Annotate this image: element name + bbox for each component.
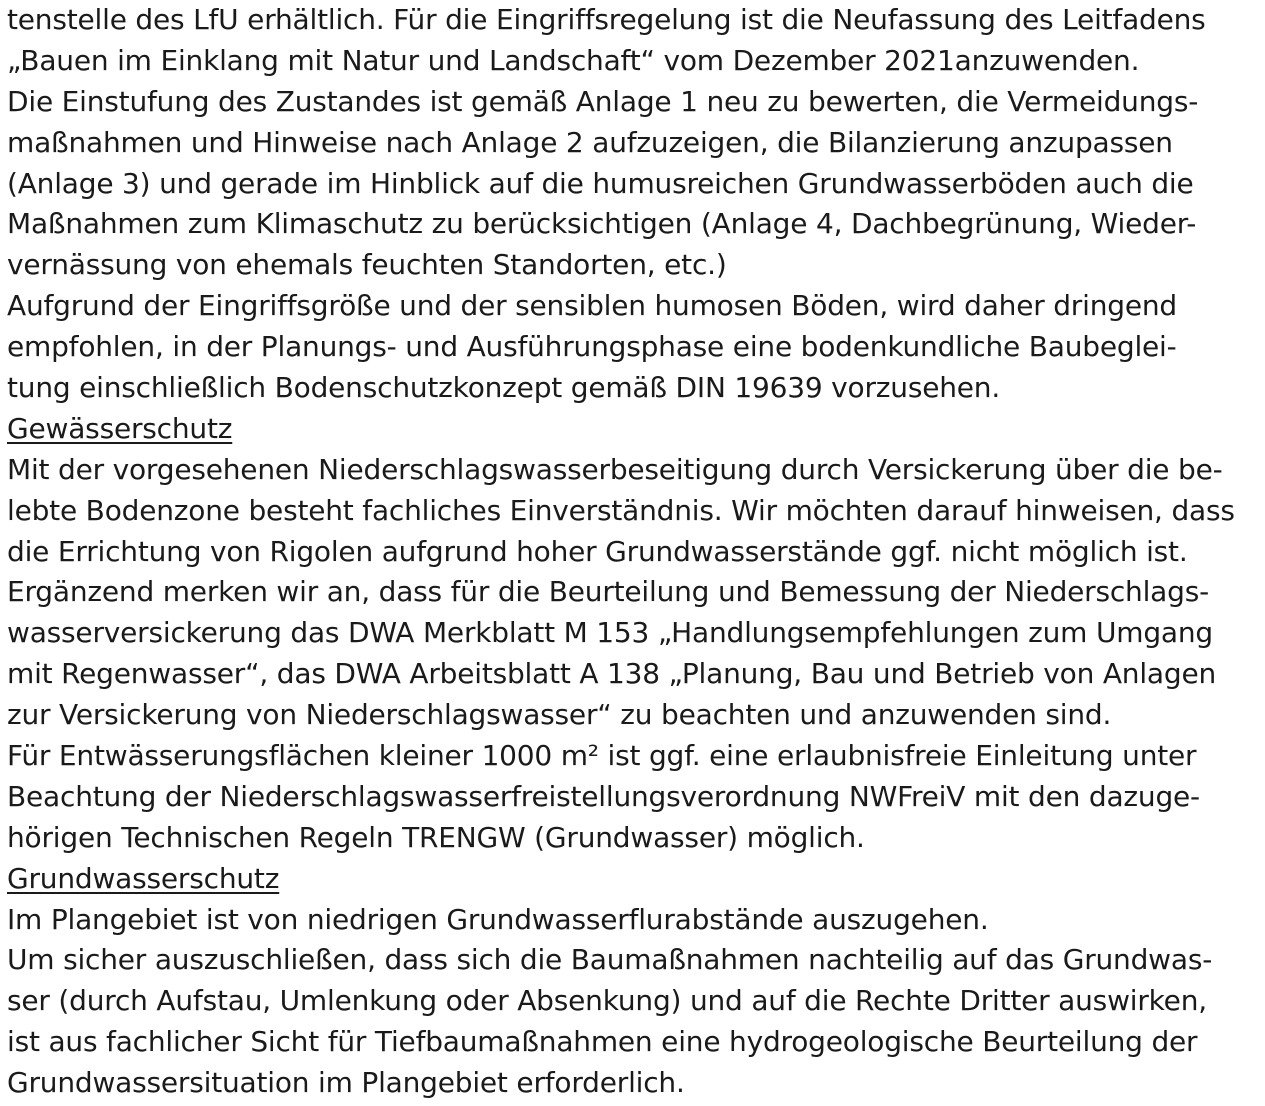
text-line: Im Plangebiet ist von niedrigen Grundwasserflurabstände auszugehen.: [7, 902, 989, 936]
text-line: Maßnahmen zum Klimaschutz zu berücksichtigen (Anlage 4, Dachbegrünung, Wieder-: [7, 207, 1197, 241]
text-line: Ergänzend merken wir an, dass für die Beurteilung und Bemessung der Niederschlags-: [7, 575, 1210, 609]
text-line: „Bauen im Einklang mit Natur und Landschaft“ vom Dezember 2021anzuwenden.: [7, 43, 1140, 77]
text-line: zur Versickerung von Niederschlagswasser“ zu beachten und anzuwenden sind.: [7, 698, 1112, 732]
text-line: Die Einstufung des Zustandes ist gemäß Anlage 1 neu zu bewerten, die Vermeidungs-: [7, 84, 1199, 118]
text-line: Aufgrund der Eingriffsgröße und der sensiblen humosen Böden, wird daher dringend: [7, 289, 1177, 323]
text-line: vernässung von ehemals feuchten Standorten, etc.): [7, 248, 727, 282]
text-line: die Errichtung von Rigolen aufgrund hoher Grundwasserstände ggf. nicht möglich ist.: [7, 534, 1188, 568]
text-line: Mit der vorgesehenen Niederschlagswasserbeseitigung durch Versickerung über die be-: [7, 452, 1223, 486]
text-line: ist aus fachlicher Sicht für Tiefbaumaßnahmen eine hydrogeologische Beurteilung der: [7, 1025, 1198, 1059]
text-line: tenstelle des LfU erhältlich. Für die Eingriffsregelung ist die Neufassung des Leitfadens: [7, 3, 1206, 36]
text-line: hörigen Technischen Regeln TRENGW (Grundwasser) möglich.: [7, 820, 865, 854]
text-line: (Anlage 3) und gerade im Hinblick auf die humusreichen Grundwasserböden auch die: [7, 166, 1194, 200]
section-heading-gewaesserschutz: Gewässerschutz: [7, 411, 233, 445]
text-line: empfohlen, in der Planungs- und Ausführungsphase eine bodenkundliche Baubeglei-: [7, 330, 1177, 364]
text-line: tung einschließlich Bodenschutzkonzept gemäß DIN 19639 vorzusehen.: [7, 371, 1001, 405]
text-line: Um sicher auszuschließen, dass sich die Baumaßnahmen nachteilig auf das Grundwas-: [7, 943, 1213, 977]
text-line: mit Regenwasser“, das DWA Arbeitsblatt A 138 „Planung, Bau und Betrieb von Anlagen: [7, 657, 1217, 691]
text-line: lebte Bodenzone besteht fachliches Einverständnis. Wir möchten darauf hinweisen, dass: [7, 493, 1235, 527]
text-line: wasserversickerung das DWA Merkblatt M 153 „Handlungsempfehlungen zum Umgang: [7, 616, 1213, 650]
text-line: Für Entwässerungsflächen kleiner 1000 m² ist ggf. eine erlaubnisfreie Einleitung unter: [7, 739, 1197, 773]
section-heading-grundwasserschutz: Grundwasserschutz: [7, 861, 280, 895]
text-line: Grundwassersituation im Plangebiet erforderlich.: [7, 1066, 685, 1100]
document-body: [7, 0, 1263, 1104]
text-line: Beachtung der Niederschlagswasserfreistellungsverordnung NWFreiV mit den dazuge-: [7, 779, 1200, 813]
text-line: ser (durch Aufstau, Umlenkung oder Absenkung) und auf die Rechte Dritter auswirken,: [7, 984, 1207, 1018]
text-line: maßnahmen und Hinweise nach Anlage 2 aufzuzeigen, die Bilanzierung anzupassen: [7, 125, 1173, 159]
